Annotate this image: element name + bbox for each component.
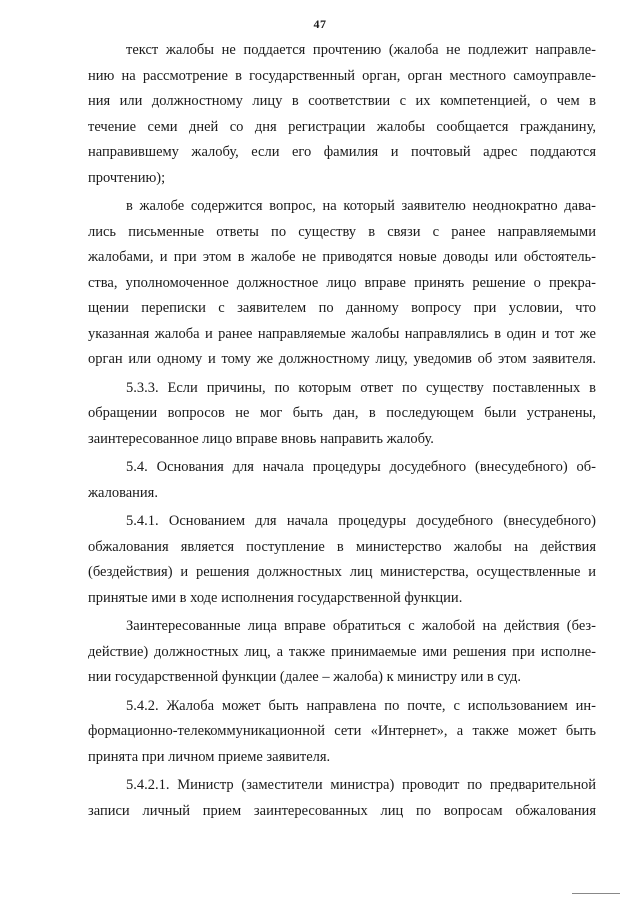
document-body: [88, 38, 596, 827]
paragraph: [88, 509, 596, 611]
text-line: ния или должностному лицу в соответствии с их компетенцией, о чем в: [88, 93, 596, 109]
text-line: 5.3.3. Если причины, по которым ответ по существу поставленных в: [126, 379, 596, 396]
text-line: направившему жалобу, если его фамилия и почтовый адрес поддаются: [88, 144, 596, 160]
text-line: заинтересованное лицо вправе вновь направить жалобу.: [88, 430, 434, 447]
text-line: обращении вопросов не мог быть дан, в последующем были устранены,: [88, 405, 596, 421]
text-line: Заинтересованные лица вправе обратиться с жалобой на действия (без-: [126, 618, 596, 634]
text-line: 5.4. Основания для начала процедуры досудебного (внесудебного) об-: [126, 459, 596, 475]
text-line: в жалобе содержится вопрос, на который заявителю неоднократно дава-: [126, 198, 596, 214]
text-line: формационно-телекоммуникационной сети «Интернет», а также может быть: [88, 723, 596, 739]
text-line: 5.4.2. Жалоба может быть направлена по почте, с использованием ин-: [126, 697, 596, 714]
text-line: принятые ими в ходе исполнения государственной функции.: [88, 589, 463, 606]
text-line: 5.4.1. Основанием для начала процедуры досудебного (внесудебного): [126, 513, 596, 529]
paragraph: [88, 194, 596, 373]
text-line: действие) должностных лиц, а также принимаемые ими решения при исполне-: [88, 643, 596, 660]
text-line: нии государственной функции (далее – жалоба) к министру или в суд.: [88, 669, 522, 685]
paragraph: [88, 38, 596, 191]
text-line: нию на рассмотрение в государственный орган, орган местного самоуправле-: [88, 67, 596, 84]
paragraph: [88, 614, 596, 691]
paragraph: [88, 773, 596, 824]
text-line: прочтению);: [88, 169, 166, 186]
text-line: ства, уполномоченное должностное лицо вправе принять решение о прекра-: [88, 274, 596, 291]
text-line: орган или одному и тому же должностному лицу, уведомив об этом заявителя.: [88, 351, 596, 367]
text-line: щении переписки с заявителем по данному вопросу при условии, что: [88, 300, 596, 316]
text-line: жалования.: [88, 484, 158, 501]
text-line: записи личный прием заинтересованных лиц по вопросам обжалования: [88, 802, 596, 819]
text-line: обжалования является поступление в министерство жалобы на действия: [88, 538, 596, 555]
text-line: (бездействия) и решения должностных лиц министерства, осуществленные и: [88, 564, 596, 580]
text-line: принята при личном приеме заявителя.: [88, 748, 331, 765]
paragraph: [88, 455, 596, 506]
text-line: лись письменные ответы по существу в связи с ранее направляемыми: [88, 223, 596, 240]
footer-rule: [572, 893, 620, 894]
paragraph: [88, 376, 596, 453]
paragraph: [88, 694, 596, 771]
text-line: 5.4.2.1. Министр (заместители министра) проводит по предварительной: [126, 777, 596, 793]
text-line: жалобами, и при этом в жалобе не приводятся новые доводы или обстоятель-: [88, 249, 596, 265]
text-line: текст жалобы не поддается прочтению (жалоба не подлежит направле-: [126, 42, 596, 58]
text-line: указанная жалоба и ранее направляемые жалобы направлялись в один и тот же: [88, 325, 596, 342]
text-line: течение семи дней со дня регистрации жалобы сообщается гражданину,: [88, 118, 596, 135]
page-number: 47: [313, 17, 327, 31]
